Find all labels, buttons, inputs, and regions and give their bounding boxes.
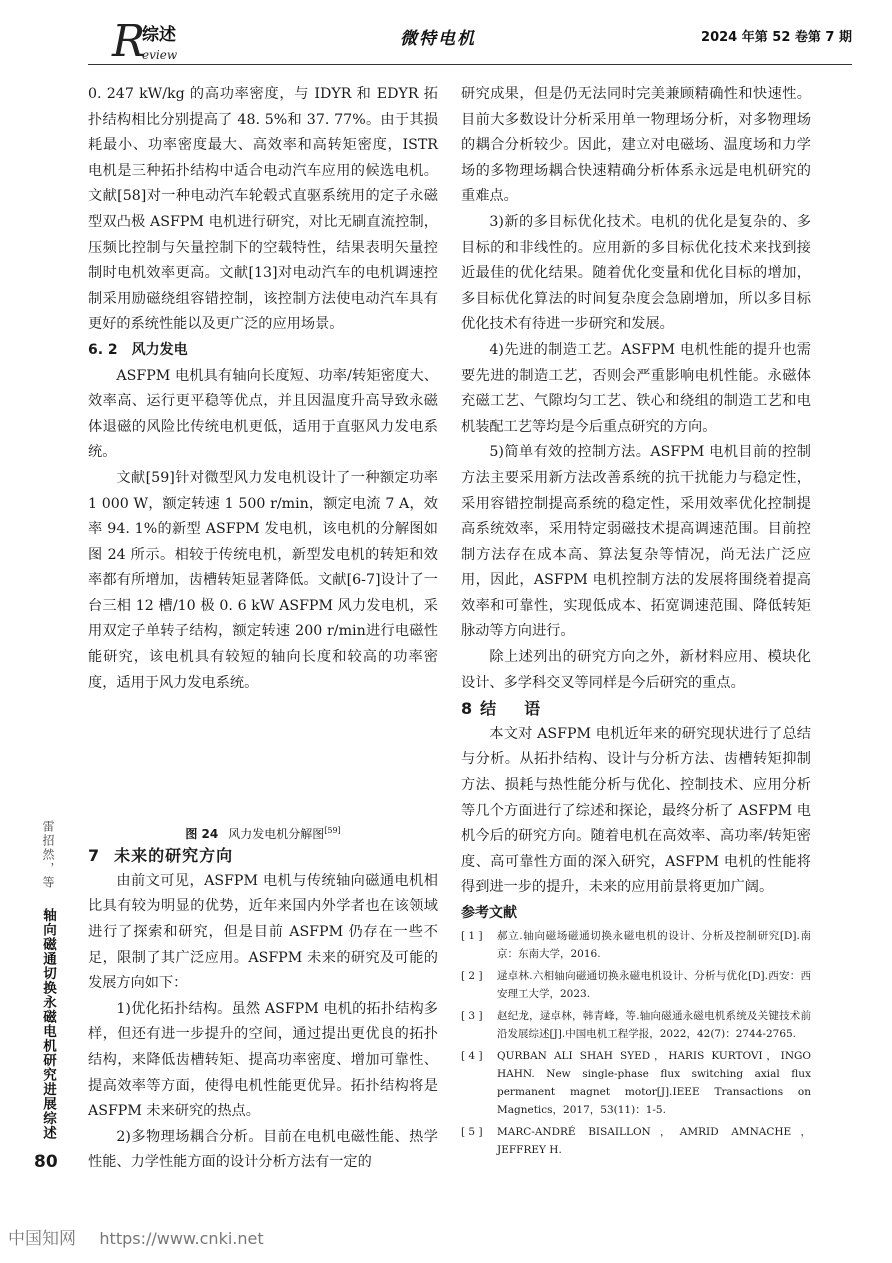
header-rule: [88, 64, 852, 65]
cnki-url[interactable]: https://www.cnki.net: [99, 1229, 264, 1248]
section-title: 结 语: [480, 699, 547, 719]
reference-text: QURBAN ALI SHAH SYED，HARIS KURTOVI，INGO HAHN. New single-phase flux switching axial flux permanent magnet motor[J].IEEE Transactions on Magnetics，2017，53(11)：1-5.: [497, 1049, 811, 1116]
figure-24-image-area: [88, 702, 438, 822]
reference-number: [ 4 ]: [461, 1049, 483, 1062]
reference-text: 赵纪龙，逯卓林，韩青峰，等.轴向磁通永磁电机系统及关键技术前沿发展综述[J].中国电机工程学报，2022，42(7)：2744-2765.: [497, 1009, 811, 1040]
section-number: 7: [88, 846, 101, 866]
reference-item: [461, 927, 811, 963]
section-label-cn: 综述: [142, 25, 176, 45]
reference-number: [ 1 ]: [461, 929, 483, 942]
figure-caption-text: 风力发电机分解图: [228, 827, 325, 842]
section-title: 未来的研究方向: [114, 846, 234, 866]
side-running-title: [34, 820, 64, 1172]
reference-text: 逯卓林.六相轴向磁通切换永磁电机设计、分析与优化[D].西安：西安理工大学，2023.: [497, 969, 811, 1000]
page-number: 80: [34, 1152, 58, 1172]
figure-citation: [59]: [324, 826, 341, 836]
section-label-en: eview: [142, 48, 178, 62]
figure-label: 图 24: [185, 827, 219, 842]
paragraph: 4)先进的制造工艺。ASFPM 电机性能的提升也需要先进的制造工艺，否则会严重影响电机性能。永磁体充磁工艺、气隙均匀工艺、铁心和绕组的制造工艺和电机装配工艺等均是今后重点研究的方向。: [461, 341, 811, 435]
section-heading-8: [461, 696, 811, 722]
paragraph: 除上述列出的研究方向之外，新材料应用、模块化设计、多学科交叉等同样是今后研究的重点。: [461, 649, 811, 691]
figure-caption: [88, 822, 438, 843]
paragraph: 由前文可见，ASFPM 电机与传统轴向磁通电机相比具有较为明显的优势，近年来国内外学者也在该领域进行了探索和研究，但是目前 ASFPM 仍存在一些不足，限制了其广泛应用。ASFPM 未来的研究及可能的发展方向如下：: [88, 872, 438, 992]
paragraph: 1)优化拓扑结构。虽然 ASFPM 电机的拓扑结构多样，但还有进一步提升的空间，通过提出更优良的拓扑结构，来降低齿槽转矩、提高功率密度、增加可靠性、提高效率等方面，使得电机性能更优异。拓扑结构将是 ASFPM 未来研究的热点。: [88, 1000, 438, 1120]
cnki-brand: 中国知网: [8, 1229, 76, 1249]
paragraph: 本文对 ASFPM 电机近年来的研究现状进行了总结与分析。从拓扑结构、设计与分析方法、齿槽转矩抑制方法、损耗与热性能分析与优化、控制技术、应用分析等几个方面进行了综述和探论，最终分析了 ASFPM 电机今后的研究方向。随着电机在高效率、高功率/转矩密度、高可靠性方面的深入研究，ASFPM 电机的性能将得到进一步的提升，未来的应用前景将更加广阔。: [461, 725, 811, 896]
reference-item: [461, 967, 811, 1003]
page-header: [0, 0, 892, 70]
reference-list: [461, 927, 811, 1159]
running-article-title: 轴向磁通切换永磁电机研究进展综述: [40, 908, 56, 1140]
paragraph: 0. 247 kW/kg 的高功率密度，与 IDYR 和 EDYR 拓扑结构相比分别提高了 48. 5%和 37. 77%。由于其损耗最小、功率密度最大、高效率和高转矩密度，ISTR 电机是三种拓扑结构中适合电动汽车应用的候选电机。文献[58]对一种电动汽车轮毂式直驱系统用的定子永磁型双凸极 ASFPM 电机进行研究，对比无刷直流控制，压频比控制与矢量控制下的空载特性，结果表明矢量控制时电机效率更高。文献[13]对电动汽车的电机调速控制采用励磁绕组容错控制，该控制方法使电动汽车具有更好的系统性能以及更广泛的应用场景。: [88, 86, 438, 333]
reference-item: [461, 1047, 811, 1119]
paragraph: 文献[59]针对微型风力发电机设计了一种额定功率 1 000 W，额定转速 1 500 r/min，额定电流 7 A，效率 94. 1%的新型 ASFPM 发电机，该电机的分解图如图 24 所示。相较于传统电机，新型发电机的转矩和效率都有所增加，齿槽转矩显著降低。文献[6-7]设计了一台三相 12 槽/10 极 0. 6 kW ASFPM 风力发电机，采用双定子单转子结构，额定转速 200 r/min进行电磁性能研究，该电机具有较短的轴向长度和较高的功率密度，适用于风力发电系统。: [88, 469, 438, 691]
issue-info: 2024 年第 52 卷第 7 期: [701, 30, 852, 45]
references-heading: 参考文献: [461, 905, 517, 921]
reference-text: MARC-ANDRÉ BISAILLON，AMRID AMNACHE，JEFFREY H.: [497, 1125, 811, 1156]
reference-item: [461, 1007, 811, 1043]
section-number: 8: [461, 699, 473, 719]
reference-text: 郝立.轴向磁场磁通切换永磁电机的设计、分析及控制研究[D].南京：东南大学，2016.: [497, 929, 811, 960]
paragraph: 3)新的多目标优化技术。电机的优化是复杂的、多目标的和非线性的。应用新的多目标优化技术来找到接近最佳的优化结果。随着优化变量和优化目标的增加，多目标优化算法的时间复杂度会急剧增加，所以多目标优化技术有待进一步研究和发展。: [461, 213, 811, 333]
reference-item: [461, 1123, 811, 1159]
paragraph: 2)多物理场耦合分析。目前在电机电磁性能、热学性能、力学性能方面的设计分析方法有一定的: [88, 1128, 438, 1171]
paragraph: 5)简单有效的控制方法。ASFPM 电机目前的控制方法主要采用新方法改善系统的抗干扰能力与稳定性，采用容错控制提高系统的稳定性，采用效率优化控制提高系统效率，采用特定弱磁技术提高调速范围。目前控制方法存在成本高、算法复杂等情况，尚无法广泛应用，因此，ASFPM 电机控制方法的发展将围绕着提高效率和可靠性，实现低成本、拓宽调速范围、降低转矩脉动等方向进行。: [461, 444, 811, 640]
reference-number: [ 3 ]: [461, 1009, 483, 1022]
running-authors: 雷招然，等: [41, 820, 55, 890]
reference-number: [ 2 ]: [461, 969, 483, 982]
section-heading-6-2: 6. 2 风力发电: [88, 341, 188, 358]
journal-title: 微特电机: [400, 29, 476, 49]
logo-letter: R: [112, 16, 146, 67]
reference-number: [ 5 ]: [461, 1125, 483, 1138]
paragraph: 研究成果，但是仍无法同时完美兼顾精确性和快速性。目前大多数设计分析采用单一物理场分析，对多物理场的耦合分析较少。因此，建立对电磁场、温度场和力学场的多物理场耦合快速精确分析体系永远是电机研究的重难点。: [461, 86, 811, 205]
section-heading-7: [88, 843, 438, 869]
paragraph: ASFPM 电机具有轴向长度短、功率/转矩密度大、效率高、运行更平稳等优点，并且因温度升高导致永磁体退磁的风险比传统电机更低，适用于直驱风力发电系统。: [88, 367, 438, 461]
left-column: [88, 82, 438, 1176]
right-column: [461, 82, 811, 1163]
review-logo: [112, 18, 222, 68]
watermark-footer: [8, 1224, 264, 1249]
